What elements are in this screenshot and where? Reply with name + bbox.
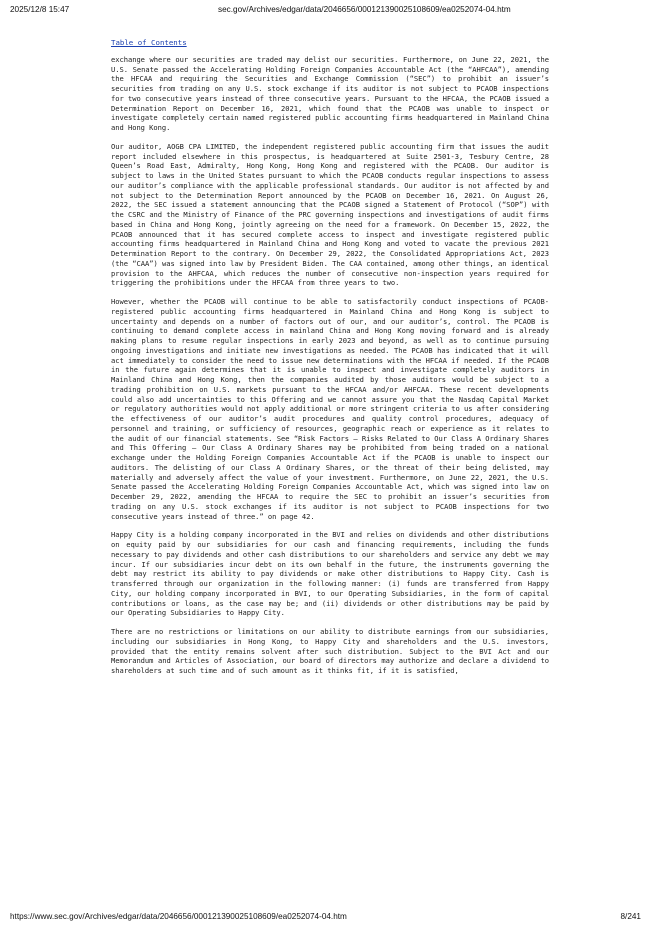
print-footer	[0, 912, 662, 926]
print-url: https://www.sec.gov/Archives/edgar/data/2046656/000121390025108609/ea0252074-04.htm	[10, 912, 347, 921]
print-page-number: 8/241	[620, 912, 641, 921]
paragraph-auditor: Our auditor, AOGB CPA LIMITED, the independent registered public accounting firm that issues the audit report included elsewhere in this prospectus, is headquartered at Suite 2501-3, Tesbury Centre, 28 Queen’s Road East, Admiralty, Hong Kong, Hong Kong and registered with the PCAOB. Our auditor is subject to laws in the United States pursuant to which the PCAOB conducts regular inspections to assess our auditor’s compliance with the applicable professional standards. Our auditor is not affected by and not subject to the Determination Report announced by the PCAOB on December 16, 2021. On August 26, 2022, the SEC issued a statement announcing that the PCAOB signed a Statement of Protocol (“SOP”) with the CSRC and the Ministry of Finance of the PRC governing inspections and investigations of audit firms based in China and Hong Kong, jointly agreeing on the need for a framework. On December 15, 2022, the PCAOB announced that it has secured complete access to inspect and investigate registered public accounting firms headquartered in Mainland China and Hong Kong and voted to vacate the previous 2021 Determination Report to the contrary. On December 29, 2022, the Consolidated Appropriations Act, 2023 (the “CAA”) was signed into law by President Biden. The CAA contained, among other things, an identical provision to the AHFCAA, which reduces the number of consecutive non-inspection years required for triggering the prohibitions under the HFCAA from three years to two.	[111, 141, 549, 288]
paragraph-holding-company-cash: Happy City is a holding company incorporated in the BVI and relies on dividends and other distributions on equity paid by our subsidiaries for our cash and financing requirements, including the funds necessary to pay dividends and other cash distributions to our shareholders and service any debt we may incur. If our subsidiaries incur debt on its own behalf in the future, the instruments governing the debt may restrict its ability to pay dividends or make other distributions to Happy City. Cash is transferred through our organization in the following manner: (i) funds are transferred from Happy City, our holding company incorporated in BVI, to our Operating Subsidiaries, in the form of capital contributions or loans, as the case may be; and (ii) dividends or other distributions may be paid by our Operating Subsidiaries to Happy City.	[111, 530, 549, 618]
print-header	[0, 5, 662, 19]
document-body	[111, 38, 549, 685]
table-of-contents-link[interactable]: Table of Contents	[111, 38, 187, 47]
print-page-title: sec.gov/Archives/edgar/data/2046656/000121390025108609/ea0252074-04.htm	[218, 5, 511, 14]
paragraph-pcaob-uncertainty: However, whether the PCAOB will continue to be able to satisfactorily conduct inspections of PCAOB-registered public accounting firms headquartered in Mainland China and Hong Kong is subject to uncertainty and depends on a number of factors out of our, and our auditor’s, control. The PCAOB is continuing to demand complete access in mainland China and Hong Kong moving forward and is already making plans to resume regular inspections in early 2023 and beyond, as well as to continue pursuing ongoing investigations and initiate new investigations as needed. The PCAOB has indicated that it will act immediately to consider the need to issue new determinations with the HFCAA if needed. If the PCAOB in the future again determines that it is unable to inspect and investigate completely auditors in Mainland China and Hong Kong, then the companies audited by those auditors would be subject to a trading prohibition on U.S. markets pursuant to the HFCAA and/or AHFCAA. These recent developments could also add uncertainties to this Offering and we cannot assure you that the Nasdaq Capital Market or regulatory authorities would not apply additional or more stringent criteria to us after considering the effectiveness of our auditor’s audit procedures and quality control procedures, adequacy of personnel and training, or sufficiency of resources, geographic reach or experience as it relates to the audit of our financial statements. See “Risk Factors — Risks Related to Our Class A Ordinary Shares and This Offering — Our Class A Ordinary Shares may be prohibited from being traded on a national exchange under the Holding Foreign Companies Accountable Act if the PCAOB is unable to inspect our auditors. The delisting of our Class A Ordinary Shares, or the threat of their being delisted, may materially and adversely affect the value of your investment. Furthermore, on June 22, 2021, the U.S. Senate passed the Accelerating Holding Foreign Companies Accountable Act, which was signed into law on December 29, 2022, amending the HFCAA to require the SEC to prohibit an issuer’s securities from trading on any U.S. stock exchanges if its auditor is not subject to PCAOB inspections for two consecutive years instead of three.” on page 42.	[111, 297, 549, 521]
paragraph-hfcaa-ahfcaa: exchange where our securities are traded may delist our securities. Furthermore, on June 22, 2021, the U.S. Senate passed the Accelerating Holding Foreign Companies Accountable Act (the “AHFCAA”), amending the HFCAA and requiring the Securities and Exchange Commission (“SEC”) to prohibit an issuer’s securities from trading on any U.S. stock exchange if its auditor is not subject to PCAOB inspections for two consecutive years instead of three consecutive years. Pursuant to the HFCAA, the PCAOB issued a Determination Report on December 16, 2021, which found that the PCAOB was unable to inspect or investigate completely certain named registered public accounting firms headquartered in Mainland China and Hong Kong.	[111, 54, 549, 132]
print-datetime: 2025/12/8 15:47	[10, 5, 70, 14]
paragraph-dividend-restrictions: There are no restrictions or limitations on our ability to distribute earnings from our subsidiaries, including our subsidiaries in Hong Kong, to Happy City and shareholders and the U.S. investors, provided that the entity remains solvent after such distribution. Subject to the BVI Act and our Memorandum and Articles of Association, our board of directors may authorize and declare a dividend to shareholders at such time and of such amount as it thinks fit, if it is satisfied,	[111, 627, 549, 675]
